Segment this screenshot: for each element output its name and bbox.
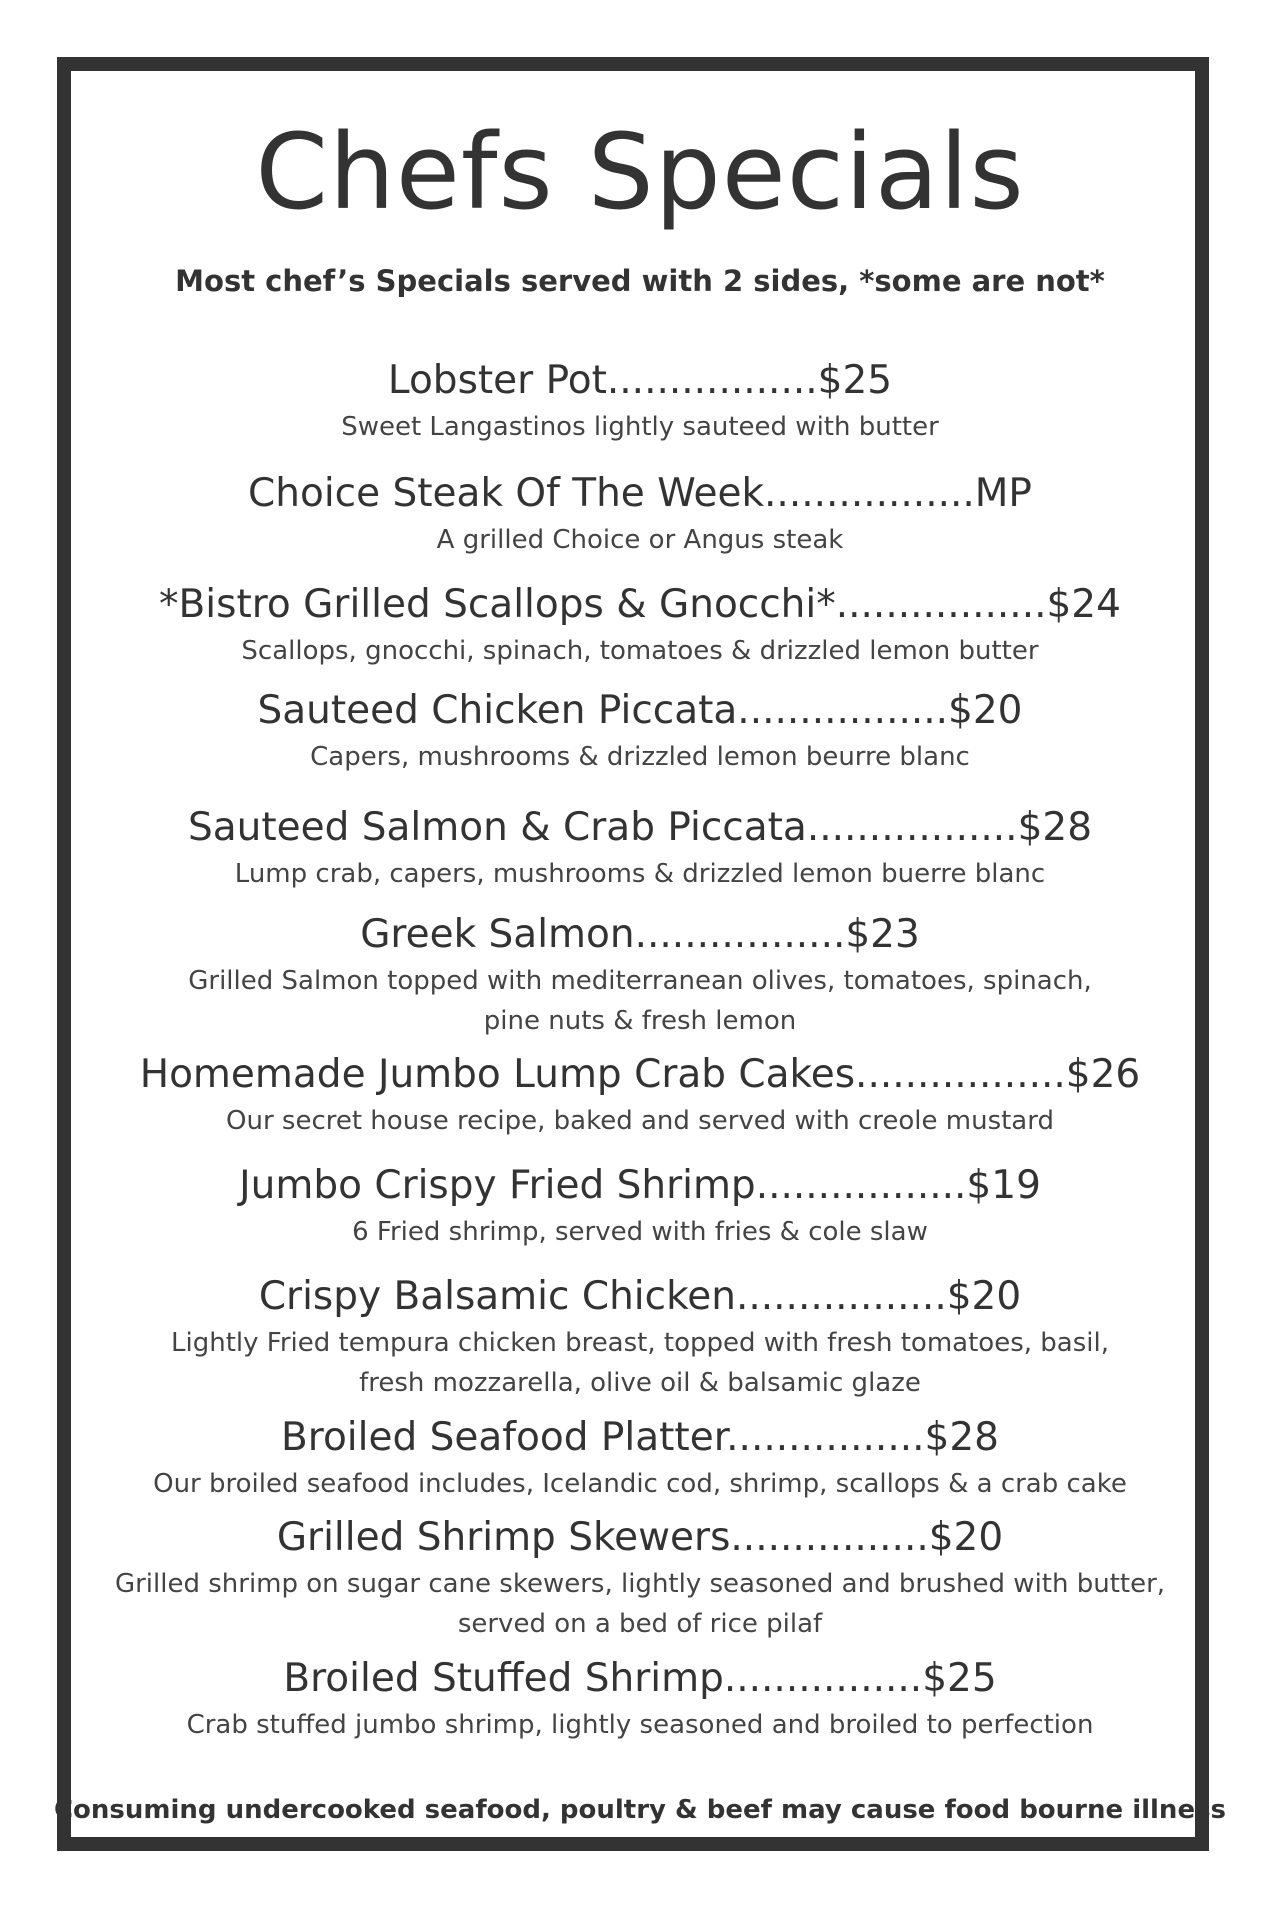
item-name: Broiled Seafood Platter................$28 — [281, 1415, 999, 1460]
menu-item-fried-shrimp — [80, 1165, 1200, 1252]
item-description-line-2: fresh mozzarella, olive oil & balsamic glaze — [359, 1367, 921, 1398]
food-safety-disclaimer: Consuming undercooked seafood, poultry & beef may cause food bourne illness — [53, 1795, 1227, 1825]
item-name: Crispy Balsamic Chicken.................$20 — [258, 1274, 1022, 1319]
item-description: Capers, mushrooms & drizzled lemon beurre blanc — [310, 741, 970, 772]
item-name: Greek Salmon.................$23 — [360, 912, 920, 957]
menu-item-balsamic-chicken — [80, 1276, 1200, 1403]
item-name: Lobster Pot.................$25 — [387, 358, 893, 403]
item-description: Our secret house recipe, baked and served with creole mustard — [226, 1105, 1054, 1136]
item-description: Our broiled seafood includes, Icelandic cod, shrimp, scallops & a crab cake — [153, 1468, 1127, 1499]
item-description: Grilled shrimp on sugar cane skewers, lightly seasoned and brushed with butter, — [114, 1568, 1166, 1599]
menu-item-salmon-crab-piccata — [80, 807, 1200, 894]
menu-item-seafood-platter — [80, 1417, 1200, 1504]
menu-item-choice-steak — [80, 473, 1200, 560]
item-description: Crab stuffed jumbo shrimp, lightly seasoned and broiled to perfection — [186, 1709, 1094, 1740]
item-description: Lightly Fried tempura chicken breast, topped with fresh tomatoes, basil, — [171, 1327, 1109, 1358]
menu-subtitle: Most chef’s Specials served with 2 sides, *some are not* — [175, 264, 1105, 298]
menu-title: Chefs Specials — [255, 111, 1025, 233]
item-name: Grilled Shrimp Skewers................$20 — [276, 1515, 1004, 1560]
item-description: Scallops, gnocchi, spinach, tomatoes & drizzled lemon butter — [241, 635, 1039, 666]
item-description: 6 Fried shrimp, served with fries & cole slaw — [352, 1216, 928, 1247]
item-description: Sweet Langastinos lightly sauteed with butter — [341, 411, 939, 442]
item-name: Jumbo Crispy Fried Shrimp.................$19 — [239, 1163, 1041, 1208]
item-description: A grilled Choice or Angus steak — [436, 524, 844, 555]
menu-item-crab-cakes — [80, 1054, 1200, 1141]
menu-item-shrimp-skewers — [80, 1517, 1200, 1644]
item-name: Sauteed Salmon & Crab Piccata.................$28 — [187, 805, 1093, 850]
item-description-line-2: pine nuts & fresh lemon — [483, 1005, 797, 1036]
item-name: Homemade Jumbo Lump Crab Cakes.................$26 — [139, 1052, 1141, 1097]
item-name: Broiled Stuffed Shrimp................$25 — [283, 1656, 997, 1701]
item-description: Grilled Salmon topped with mediterranean olives, tomatoes, spinach, — [188, 965, 1092, 996]
item-name: Sauteed Chicken Piccata.................$20 — [257, 688, 1023, 733]
menu-item-chicken-piccata — [80, 690, 1200, 777]
item-name: Choice Steak Of The Week.................MP — [248, 471, 1032, 516]
menu-item-bistro-scallops — [80, 584, 1200, 671]
menu-item-stuffed-shrimp — [80, 1658, 1200, 1745]
item-name: *Bistro Grilled Scallops & Gnocchi*.................$24 — [159, 582, 1121, 627]
menu-item-greek-salmon — [80, 914, 1200, 1041]
menu-item-lobster-pot — [80, 360, 1200, 447]
item-description-line-2: served on a bed of rice pilaf — [457, 1608, 823, 1639]
item-description: Lump crab, capers, mushrooms & drizzled lemon buerre blanc — [234, 858, 1046, 889]
